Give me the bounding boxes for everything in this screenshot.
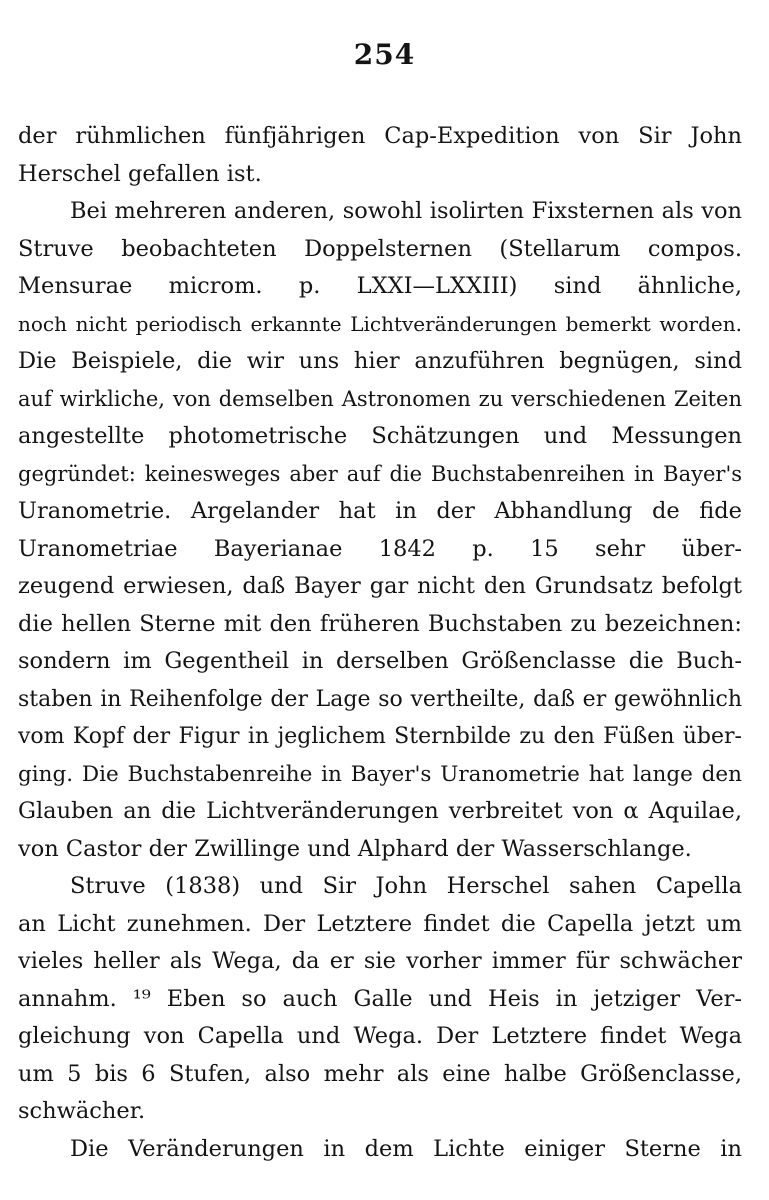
text-line: staben in Reihenfolge der Lage so vertheilte, daß er gewöhnlich [18,686,742,712]
text-line: sondern im Gegentheil in derselben Größenclasse die Buch- [18,648,742,674]
text-line: Struve (1838) und Sir John Herschel sahen Capella [70,873,742,899]
body-text [18,118,742,1168]
text-line: Uranometrie. Argelander hat in der Abhandlung de fide [18,498,742,524]
text-line: die hellen Sterne mit den früheren Buchstaben zu bezeichnen: [18,610,742,637]
text-line: zeugend erwiesen, daß Bayer gar nicht den Grundsatz befolgt [18,573,742,599]
text-line: Die Veränderungen in dem Lichte einiger Sterne in [70,1135,742,1162]
text-line: Herschel gefallen ist. [18,160,262,187]
text-line: Die Beispiele, die wir uns hier anzuführen begnügen, sind [18,348,742,374]
text-line: ging. Die Buchstabenreihe in Bayer's Uranometrie hat lange den [18,761,742,787]
text-line: an Licht zunehmen. Der Letztere findet die Capella jetzt um [18,910,742,937]
text-line: vieles heller als Wega, da er sie vorher immer für schwächer [18,948,742,974]
text-line: um 5 bis 6 Stufen, also mehr als eine halbe Größenclasse, [18,1060,742,1087]
text-line: Uranometriae Bayerianae 1842 p. 15 sehr über- [18,535,742,562]
text-line: Mensurae microm. p. LXXI—LXXIII) sind ähnliche, [18,273,742,299]
text-line: Struve beobachteten Doppelsternen (Stellarum compos. [18,235,742,262]
text-line: auf wirkliche, von demselben Astronomen zu verschiedenen Zeiten [18,386,742,411]
text-line: Glauben an die Lichtveränderungen verbreitet von α Aquilae, [18,798,742,824]
text-line: der rühmlichen fünfjährigen Cap-Expedition von Sir John [18,123,742,149]
text-line: schwächer. [18,1098,146,1124]
text-line: gleichung von Capella und Wega. Der Letztere findet Wega [18,1023,742,1049]
text-line: vom Kopf der Figur in jeglichem Sternbilde zu den Füßen über- [18,724,742,749]
page-number: 254 [353,38,416,71]
text-line: gegründet: keinesweges aber auf die Buchstabenreihen in Bayer's [18,461,742,486]
text-line: noch nicht periodisch erkannte Lichtveränderungen bemerkt worden. [18,311,742,336]
text-line: annahm. ¹⁹ Eben so auch Galle und Heis in jetziger Ver- [18,985,742,1012]
text-line: Bei mehreren anderen, sowohl isolirten Fixsternen als von [70,198,742,224]
text-line: angestellte photometrische Schätzungen und Messungen [18,423,742,449]
text-line: von Castor der Zwillinge und Alphard der Wasserschlange. [18,835,692,862]
